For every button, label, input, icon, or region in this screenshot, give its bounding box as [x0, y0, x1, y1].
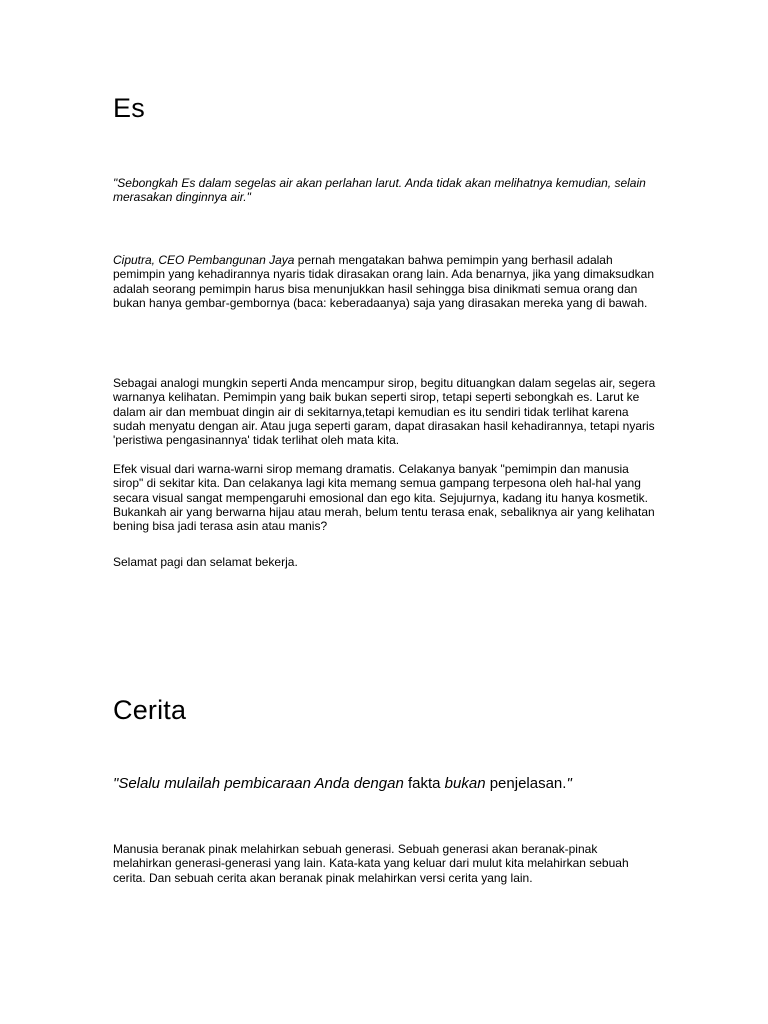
attribution-text: Ciputra, CEO Pembangunan Jaya — [113, 253, 295, 267]
quote-cerita-part3: bukan — [444, 775, 486, 792]
quote-cerita-part4: penjelasan. — [485, 775, 567, 792]
paragraph-ciputra — [113, 253, 658, 310]
quote-cerita-part2: fakta — [403, 775, 445, 792]
quote-cerita-part5: " — [566, 775, 572, 792]
section-title-cerita: Cerita — [113, 695, 187, 725]
paragraph-salam: Selamat pagi dan selamat bekerja. — [113, 555, 298, 569]
paragraph-generasi: Manusia beranak pinak melahirkan sebuah generasi. Sebuah generasi akan beranak-pinak melahirkan generasi-generasi yang lain. Kata-kata yang keluar dari mulut kita melahirkan sebuah cerita. Dan sebuah cerita akan beranak pinak melahirkan versi cerita yang lain. — [113, 842, 629, 885]
quote-cerita — [113, 775, 658, 793]
paragraph-text: pernah mengatakan bahwa pemimpin yang berhasil adalah pemimpin yang kehadirannya nyaris tidak dirasakan orang lain. Ada benarnya, jika yang dimaksudkan adalah seorang pemimpin harus bisa menunjukkan hasil sehingga bisa dinikmati semua orang dan bukan hanya gembar-gembornya (baca: keberadaanya) saja yang dirasakan mereka yang di bawah. — [113, 253, 654, 310]
paragraph-efek-visual: Efek visual dari warna-warni sirop memang dramatis. Celakanya banyak "pemimpin dan manusia sirop" di sekitar kita. Dan celakanya lagi kita memang semua gampang terpesona oleh hal-hal yang secara visual sangat mempengaruhi emosional dan ego kita. Sejujurnya, kadang itu hanya kosmetik. Bukankah air yang berwarna hijau atau merah, belum tentu terasa enak, sebaliknya air yang kelihatan bening bisa jadi terasa asin atau manis? — [113, 462, 655, 534]
section-title-es: Es — [113, 93, 145, 123]
quote-cerita-part1: "Selalu mulailah pembicaraan Anda dengan — [113, 775, 404, 792]
paragraph-analogi: Sebagai analogi mungkin seperti Anda mencampur sirop, begitu dituangkan dalam segelas air, segera warnanya kelihatan. Pemimpin yang baik bukan seperti sirop, tetapi seperti sebongkah es. Larut ke dalam air dan membuat dingin air di sekitarnya,tetapi kemudian es itu sendiri tidak terlihat karena sudah menyatu dengan air. Atau juga seperti garam, dapat dirasakan hasil kehadirannya, tetapi nyaris 'peristiwa pengasinannya' tidak terlihat oleh mata kita. — [113, 376, 656, 448]
quote-es: "Sebongkah Es dalam segelas air akan perlahan larut. Anda tidak akan melihatnya kemudian, selain merasakan dinginnya air." — [113, 176, 646, 204]
